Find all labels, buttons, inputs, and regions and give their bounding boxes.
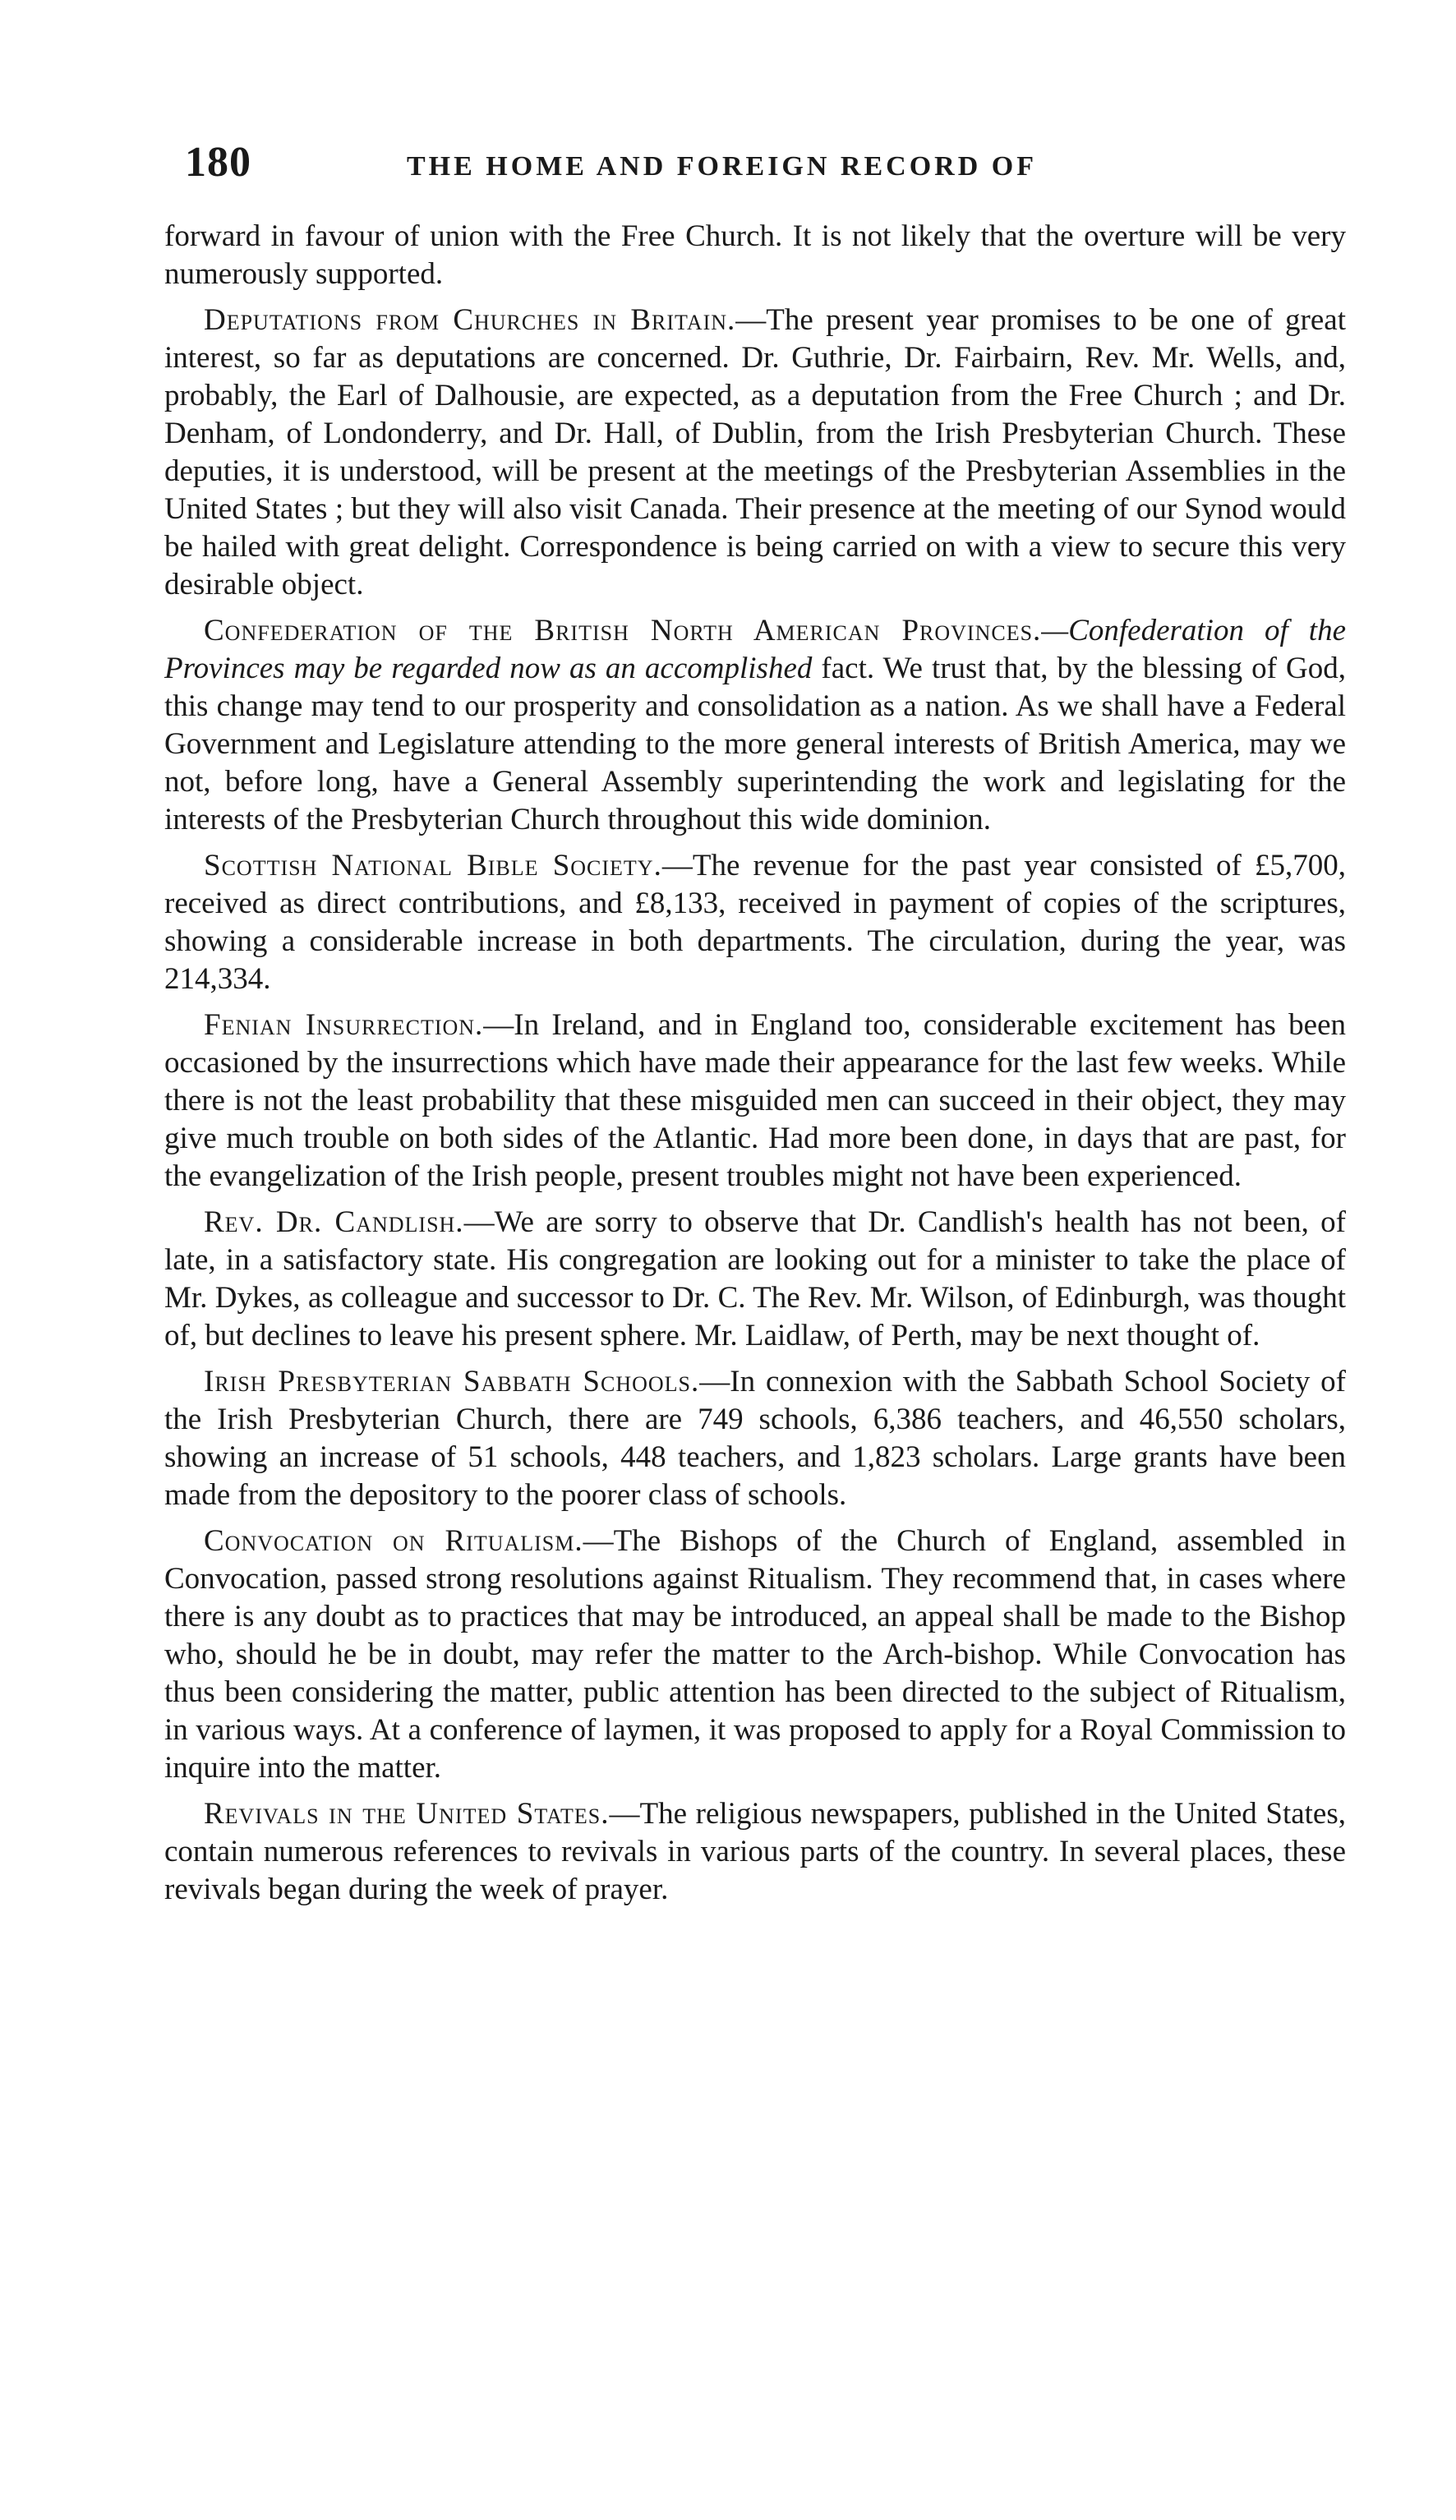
paragraph-text: fact. We trust that, by the blessing of God, this change may tend to our prosperity and consolidation as a nation. As we shall have a Federal Government and Legislature attending to the more general interests of British America, may we not, before long, have a General Assembly superintending the work and legislating for the interests of the Presbyterian Church throughout this wide dominion. [164,652,1346,836]
section-heading: Scottish National Bible Society. [204,849,662,882]
paragraph-text: —The Bishops of the Church of England, assembled in Convocation, passed strong resolutions against Ritualism. They recommend that, in cases where there is any doubt as to practices that may be introduced, an appeal shall be made to the Bishop who, should he be in doubt, may refer the matter to the Arch-bishop. While Convocation has thus been considering the matter, public attention has been directed to the subject of Ritualism, in various ways. At a conference of laymen, it was proposed to apply for a Royal Commission to inquire into the matter. [164,1524,1346,1785]
page-header [185,138,1385,196]
section-heading: Rev. Dr. Candlish. [204,1205,464,1239]
paragraph-text: —We are sorry to observe that Dr. Candlish's health has not been, of late, in a satisfactory state. His congregation are looking out for a minister to take the place of Mr. Dykes, as colleague and successor to Dr. C. The Rev. Mr. Wilson, of Edinburgh, was thought of, but declines to leave his present sphere. Mr. Laidlaw, of Perth, may be next thought of. [164,1205,1346,1352]
section-heading: Confederation of the British North American Provinces. [204,614,1042,647]
paragraph-deputations [164,302,1346,604]
paragraph-sabbath-schools [164,1363,1346,1514]
section-heading: Fenian Insurrection. [204,1008,484,1042]
paragraph-fenian [164,1007,1346,1196]
article-body [164,218,1346,1917]
running-title: THE HOME AND FOREIGN RECORD OF [407,151,1037,182]
paragraph-text: —The religious newspapers, published in the United States, contain numerous references to revivals in various parts of the country. In several places, these revivals began during the week of prayer. [164,1797,1347,1906]
section-heading: Irish Presbyterian Sabbath Schools. [204,1365,700,1398]
paragraph-confederation [164,612,1346,839]
paragraph-text: —In connexion with the Sabbath School Society of the Irish Presbyterian Church, there are 749 schools, 6,386 teachers, and 46,550 scholars, showing an increase of 51 schools, 448 teachers, and 1,823 scholars. Large grants have been made from the depository to the poorer class of schools. [164,1365,1346,1512]
paragraph-ritualism [164,1523,1346,1787]
paragraph-italic-text: —Confederation of the Provinces may be regarded now as an accomplished [164,614,1346,685]
paragraph-revivals [164,1795,1346,1909]
paragraph-text: forward in favour of union with the Free Church. It is not likely that the overture will be very numerously supported. [164,219,1346,291]
paragraph-text: —The present year promises to be one of great interest, so far as deputations are concerned. Dr. Guthrie, Dr. Fairbairn, Rev. Mr. Wells, and, probably, the Earl of Dalhousie, are expected, as a deputation from the Free Church ; and Dr. Denham, of Londonderry, and Dr. Hall, of Dublin, from the Irish Presbyterian Church. These deputies, it is understood, will be present at the meetings of the Presbyterian Assemblies in the United States ; but they will also visit Canada. Their presence at the meeting of our Synod would be hailed with great delight. Correspondence is being carried on with a view to secure this very desirable object. [164,303,1346,601]
section-heading: Deputations from Churches in Britain. [204,303,736,337]
paragraph-candlish [164,1204,1346,1355]
section-heading: Revivals in the United States. [204,1797,610,1831]
paragraph-union-overture [164,218,1346,293]
paragraph-text: —The revenue for the past year consisted of £5,700, received as direct contributions, and £8,133, received in payment of copies of the scriptures, showing a considerable increase in both departments. The circulation, during the year, was 214,334. [164,849,1346,996]
paragraph-text: —In Ireland, and in England too, considerable excitement has been occasioned by the insurrections which have made their appearance for the last few weeks. While there is not the least probability that these misguided men can succeed in their object, they may give much trouble on both sides of the Atlantic. Had more been done, in days that are past, for the evangelization of the Irish people, present troubles might not have been experienced. [164,1008,1346,1193]
section-heading: Convocation on Ritualism. [204,1524,583,1558]
paragraph-bible-society [164,847,1346,998]
page-number: 180 [185,139,251,186]
